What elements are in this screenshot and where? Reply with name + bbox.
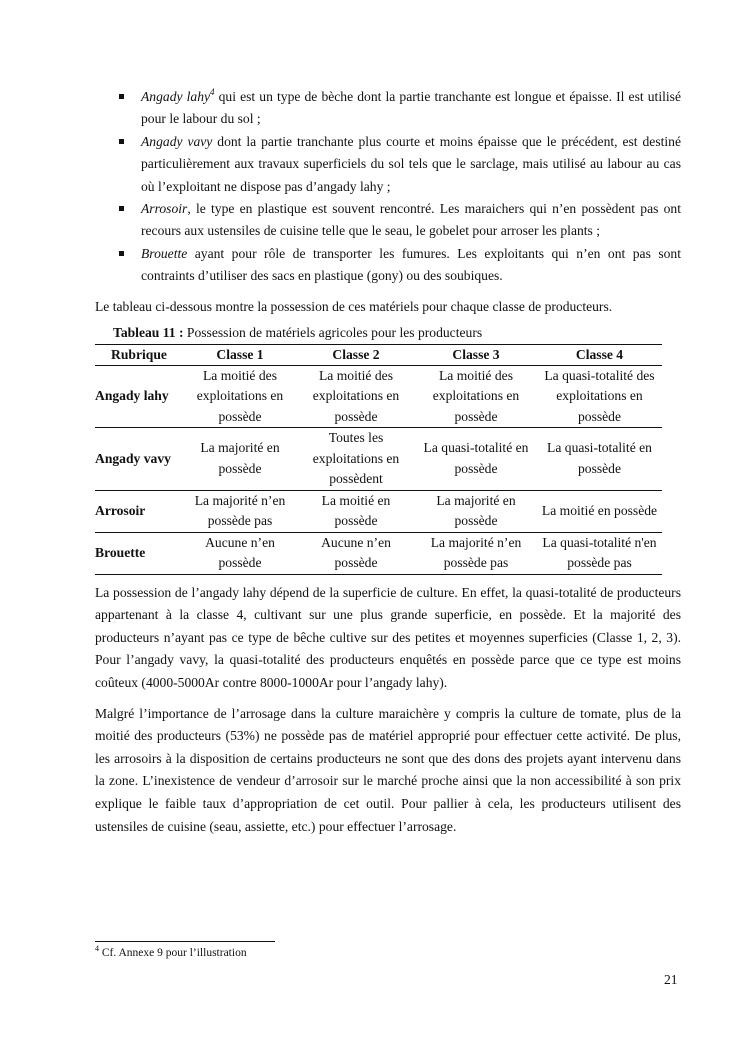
table-row	[95, 428, 662, 491]
footnote-ref[interactable]: 4	[210, 87, 215, 97]
footnote	[95, 944, 247, 959]
list-item	[141, 86, 681, 131]
col-header: Classe 4	[537, 344, 662, 365]
footnote-text: Cf. Annexe 9 pour l’illustration	[99, 947, 247, 959]
body-paragraph: La possession de l’angady lahy dépend de la superficie de culture. En effet, la quasi-totalité de producteurs appartenant à la classe 4, cultivant sur une plus grande superficie, en possède. Et la majorité des producteurs n’ayant pas ce type de bêche cultive sur des petites et moyennes superficies (Classe 1, 2, 3). Pour l’angady vavy, la quasi-totalité des producteurs enquêtés en possède parce que ce type est moins coûteux (4000-5000Ar contre 8000-1000Ar pour l’angady lahy).	[95, 584, 681, 691]
item-text: qui est un type de bèche dont la partie tranchante est longue et épaisse. Il est utilisé pour le labour du sol ;	[141, 89, 681, 127]
col-header: Classe 3	[415, 344, 537, 365]
row-header: Arrosoir	[95, 490, 183, 532]
table-cell: Aucune n’en possède	[297, 532, 415, 574]
equipment-list	[95, 86, 681, 288]
table-cell: La quasi-totalité n'en possède pas	[537, 532, 662, 574]
footnote-divider	[95, 941, 275, 942]
table-header-row	[95, 344, 662, 365]
square-bullet-icon	[119, 251, 124, 256]
table-cell: La moitié des exploitations en possède	[183, 365, 297, 428]
table-cell: La majorité en possède	[183, 428, 297, 491]
table-intro: Le tableau ci-dessous montre la possession de ces matériels pour chaque classe de producteurs.	[95, 298, 613, 314]
table-cell: Toutes les exploitations en possèdent	[297, 428, 415, 491]
table-cell: La quasi-totalité des exploitations en possède	[537, 365, 662, 428]
list-item	[141, 243, 681, 288]
table-cell: Aucune n’en possède	[183, 532, 297, 574]
row-header: Angady vavy	[95, 428, 183, 491]
square-bullet-icon	[119, 94, 124, 99]
caption-label: Tableau 11 :	[113, 324, 184, 340]
table-cell: La moitié en possède	[297, 490, 415, 532]
footnote-number: 4	[95, 944, 99, 953]
term: Angady vavy	[141, 133, 213, 149]
table-row	[95, 365, 662, 428]
col-header: Rubrique	[95, 344, 183, 365]
item-text: ayant pour rôle de transporter les fumures. Les exploitants qui n’en ont pas sont contraints d’utiliser des sacs en plastique (gony) ou des soubiques.	[141, 245, 681, 284]
document-page	[95, 86, 681, 838]
row-header: Angady lahy	[95, 365, 183, 428]
table-cell: La moitié des exploitations en possède	[415, 365, 537, 428]
table-cell: La moitié en possède	[537, 490, 662, 532]
table-cell: La majorité en possède	[415, 490, 537, 532]
table-row	[95, 490, 662, 532]
table-cell: La majorité n’en possède pas	[183, 490, 297, 532]
row-header: Brouette	[95, 532, 183, 574]
table-caption	[113, 322, 681, 344]
col-header: Classe 2	[297, 344, 415, 365]
term: Arrosoir	[141, 201, 188, 217]
caption-text: Possession de matériels agricoles pour les producteurs	[183, 324, 483, 340]
term: Brouette	[141, 245, 188, 261]
body-paragraph: Malgré l’importance de l’arrosage dans la culture maraichère y compris la culture de tomate, plus de la moitié des producteurs (53%) ne possède pas de matériel approprié pour effectuer cette activité. De plus, les arrosoirs à la disposition de certains producteurs ne sont que des dons des projets ayant intervenu dans la zone. L’inexistence de vendeur d’arrosoir sur le marché proche ainsi que la non accessibilité à son prix explique le faible taux d’appropriation de cet outil. Pour pallier à cela, les producteurs utilisent des ustensiles de cuisine (seau, assiette, etc.) pour effectuer l’arrosage.	[95, 705, 681, 834]
col-header: Classe 1	[183, 344, 297, 365]
page-number: 21	[664, 972, 678, 987]
item-text: dont la partie tranchante plus courte et moins épaisse que le précédent, est destiné particulièrement aux travaux superficiels du sol tels que le sarclage, mais utilisé au labour au cas où l’exploitant ne dispose pas d’angady lahy ;	[141, 133, 681, 194]
table-row	[95, 532, 662, 574]
table-cell: La quasi-totalité en possède	[415, 428, 537, 491]
term: Angady lahy	[141, 89, 211, 104]
list-item	[141, 198, 681, 243]
table-cell: La moitié des exploitations en possède	[297, 365, 415, 428]
table-cell: La majorité n’en possède pas	[415, 532, 537, 574]
square-bullet-icon	[119, 139, 124, 144]
table-cell: La quasi-totalité en possède	[537, 428, 662, 491]
list-item	[141, 131, 681, 198]
square-bullet-icon	[119, 206, 124, 211]
equipment-table	[95, 344, 662, 575]
item-text: , le type en plastique est souvent rencontré. Les maraichers qui n’en possèdent pas ont recours aux ustensiles de cuisine telle que le seau, le gobelet pour arroser les plants ;	[141, 201, 681, 239]
